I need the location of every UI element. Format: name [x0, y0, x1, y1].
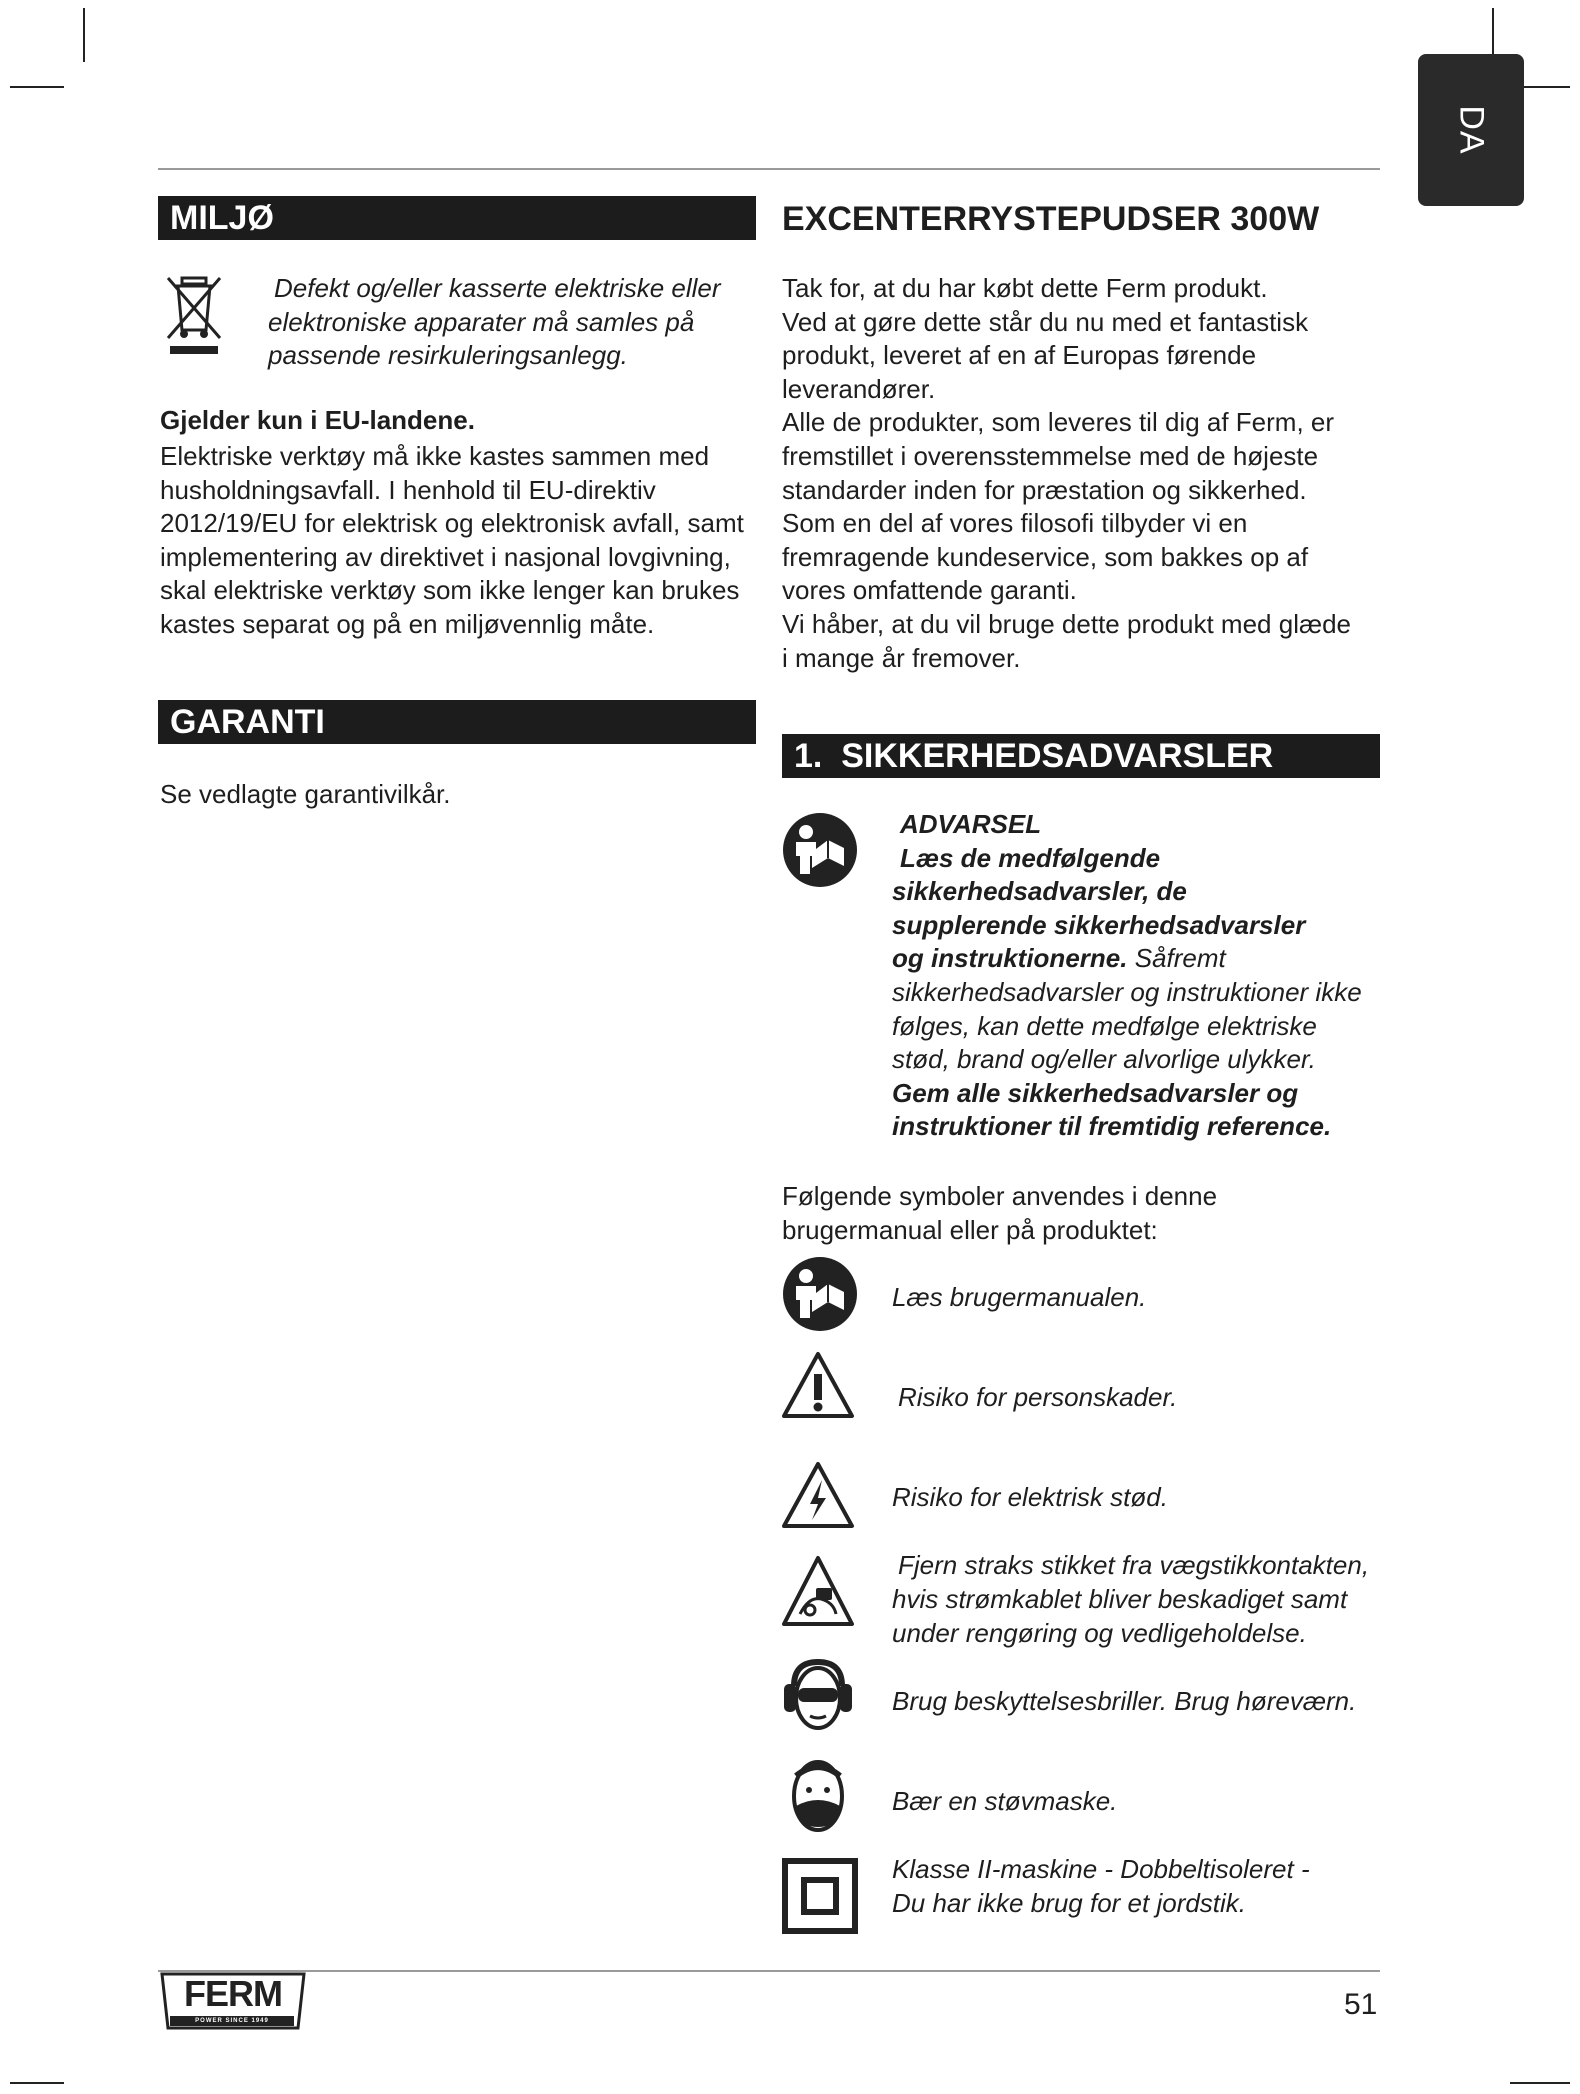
warning-mixed-bold: og instruktionerne.: [892, 943, 1128, 974]
body-line: implementering av direktivet i nasjonal lovgivning,: [160, 541, 731, 572]
double-insulation-icon: [782, 1858, 858, 1934]
warning-closing-line: instruktioner til fremtidig reference.: [892, 1111, 1332, 1142]
disposal-line: Defekt og/eller kasserte elektriske eller: [274, 273, 721, 303]
language-code: DA: [1452, 105, 1491, 155]
symbols-intro: [782, 1180, 1382, 1247]
symbol-line: Klasse II-maskine - Dobbeltisoleret -: [892, 1854, 1310, 1884]
garanti-heading: GARANTI: [158, 700, 756, 744]
electric-shock-icon: [780, 1460, 856, 1530]
symbol-label: [898, 1380, 1177, 1414]
body-line: 2012/19/EU for elektrisk og elektronisk avfall, samt: [160, 508, 744, 539]
intro-text: [782, 272, 1382, 675]
symbol-label: [892, 1480, 1168, 1514]
warning-bold-line: sikkerhedsadvarsler, de: [892, 876, 1187, 907]
disposal-line: elektroniske apparater må samles på: [268, 306, 695, 337]
warning-line: sikkerhedsadvarsler og instruktioner ikke: [892, 976, 1362, 1007]
logo-tagline: POWER SINCE 1949: [195, 2018, 269, 2024]
logo-text: FERM: [184, 1973, 282, 2014]
warning-bold-line: supplerende sikkerhedsadvarsler: [892, 909, 1306, 940]
intro-line: leverandører.: [782, 373, 936, 404]
intro-line: Alle de produkter, som leveres til dig af Ferm, er: [782, 407, 1335, 438]
intro-line: Som en del af vores filosofi tilbyder vi en: [782, 508, 1248, 539]
disposal-text: [268, 272, 748, 373]
weee-bin-icon: [162, 272, 226, 356]
symbol-label: [892, 1784, 1117, 1818]
body-line: husholdningsavfall. I henhold til EU-direktiv: [160, 474, 656, 505]
body-line: kastes separat og på en miljøvennlig måte.: [160, 608, 655, 639]
symbol-line: Læs brugermanualen.: [892, 1282, 1147, 1312]
warning-line: stød, brand og/eller alvorlige ulykker.: [892, 1044, 1316, 1075]
crop-mark: [83, 8, 85, 62]
symbol-line: under rengøring og vedligeholdelse.: [892, 1618, 1307, 1648]
symbol-label: [892, 1684, 1356, 1718]
bottom-rule: [158, 1970, 1380, 1972]
garanti-text: Se vedlagte garantivilkår.: [160, 779, 451, 809]
page-number: 51: [1344, 1988, 1378, 2021]
warning-closing-line: Gem alle sikkerhedsadvarsler og: [892, 1077, 1299, 1108]
symbol-label: [892, 1280, 1146, 1314]
body-line: Elektriske verktøy må ikke kastes sammen med: [160, 441, 710, 471]
ferm-logo: [158, 1972, 308, 2030]
read-manual-icon: [782, 812, 858, 888]
unplug-icon: [780, 1554, 856, 1630]
symbol-line: hvis strømkablet bliver beskadiget samt: [892, 1584, 1348, 1614]
goggles-earmuffs-icon: [780, 1656, 856, 1736]
intro-line: standarder inden for præstation og sikkerhed.: [782, 474, 1307, 505]
miljo-heading: MILJØ: [158, 196, 756, 240]
symbol-line: Fjern straks stikket fra vægstikkontakten,: [898, 1550, 1370, 1580]
crop-mark: [1510, 2082, 1570, 2084]
intro-line: produkt, leveret af en af Europas førende: [782, 340, 1257, 371]
symbol-line: Risiko for personskader.: [898, 1382, 1178, 1412]
eu-heading: Gjelder kun i EU-landene.: [160, 405, 475, 435]
warning-bold-line: Læs de medfølgende: [900, 842, 1161, 873]
product-title: EXCENTERRYSTEPUDSER 300W: [782, 200, 1320, 238]
symbol-line: Du har ikke brug for et jordstik.: [892, 1888, 1247, 1918]
symbol-line: Brug beskyttelsesbriller. Brug høreværn.: [892, 1686, 1357, 1716]
warning-text: [892, 808, 1392, 1144]
crop-mark: [10, 86, 64, 88]
read-manual-icon: [782, 1256, 858, 1332]
warning-mixed-normal: Såfremt: [1127, 943, 1226, 974]
intro-line: fremstillet i overensstemmelse med de højeste: [782, 440, 1319, 471]
dust-mask-icon: [782, 1756, 854, 1836]
warning-triangle-icon: [780, 1350, 856, 1420]
top-rule: [158, 168, 1380, 170]
symbol-line: Bær en støvmaske.: [892, 1786, 1118, 1816]
safety-heading: 1. SIKKERHEDSADVARSLER: [782, 734, 1380, 778]
intro-line: Vi håber, at du vil bruge dette produkt med glæde: [782, 608, 1352, 639]
intro-line: vores omfattende garanti.: [782, 575, 1077, 606]
symbols-intro-line: brugermanual eller på produktet:: [782, 1214, 1158, 1245]
intro-line: fremragende kundeservice, som bakkes op af: [782, 541, 1309, 572]
warning-mixed-line: [892, 942, 1392, 976]
disposal-line: passende resirkuleringsanlegg.: [268, 340, 628, 371]
miljo-body: [160, 440, 760, 642]
body-line: skal elektriske verktøy som ikke lenger kan brukes: [160, 575, 740, 606]
symbols-intro-line: Følgende symboler anvendes i denne: [782, 1181, 1218, 1211]
crop-mark: [10, 2082, 64, 2084]
language-tab: [1418, 54, 1524, 206]
intro-line: i mange år fremover.: [782, 642, 1021, 673]
intro-line: Tak for, at du har købt dette Ferm produkt.: [782, 273, 1268, 303]
warning-line: følges, kan dette medfølge elektriske: [892, 1010, 1317, 1041]
warning-title: ADVARSEL: [900, 809, 1042, 839]
intro-line: Ved at gøre dette står du nu med et fantastisk: [782, 306, 1309, 337]
symbol-label: [892, 1852, 1310, 1920]
symbol-line: Risiko for elektrisk stød.: [892, 1482, 1168, 1512]
symbol-label: [892, 1548, 1369, 1650]
